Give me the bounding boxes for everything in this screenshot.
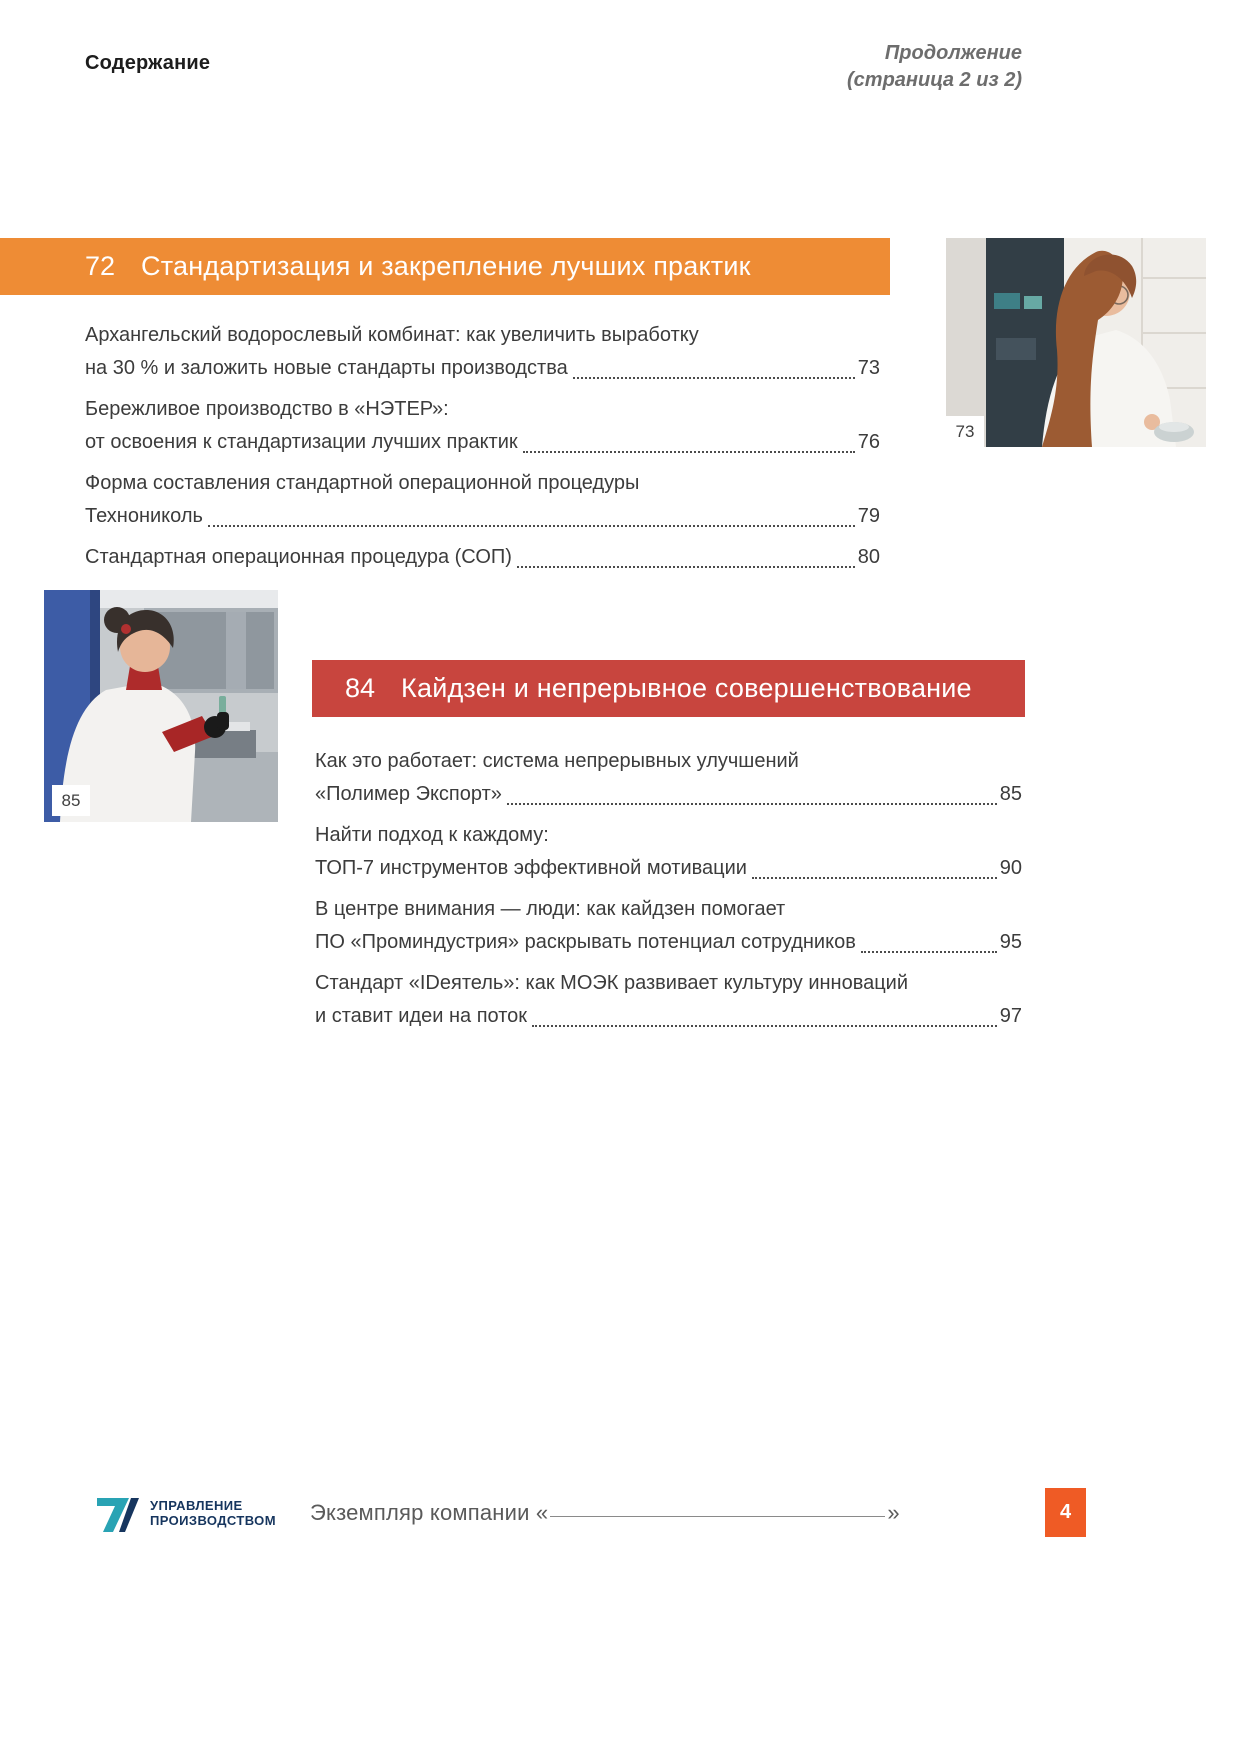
toc-entry-text[interactable]: «Полимер Экспорт»	[315, 783, 502, 805]
toc-page-number[interactable]: 76	[857, 431, 880, 453]
toc-entry-text[interactable]: ПО «Проминдустрия» раскрывать потенциал сотрудников	[315, 931, 856, 953]
publisher-logo	[95, 1492, 276, 1534]
toc-entry-text[interactable]: Бережливое производство в «НЭТЕР»:	[85, 398, 449, 420]
photo-page-badge: 73	[946, 416, 984, 447]
toc-entry-text[interactable]: Как это работает: система непрерывных улучшений	[315, 750, 799, 772]
section-banner-72[interactable]	[0, 238, 890, 295]
toc-entry[interactable]	[315, 745, 1022, 811]
toc-page-number[interactable]: 79	[857, 505, 880, 527]
toc-page-number[interactable]: 97	[999, 1005, 1022, 1027]
photo-lab-worker	[44, 590, 278, 822]
photo-lab-researcher-illustration	[946, 238, 1206, 447]
toc-entry-text[interactable]: на 30 % и заложить новые стандарты производства	[85, 357, 568, 379]
section-title: Стандартизация и закрепление лучших практик	[141, 251, 751, 281]
dotted-leader	[573, 377, 855, 379]
toc-page-number[interactable]: 95	[999, 931, 1022, 953]
section-title: Кайдзен и непрерывное совершенствование	[401, 673, 972, 703]
toc-entry-text[interactable]: Архангельский водорослевый комбинат: как увеличить выработку	[85, 324, 699, 346]
company-copy-line	[310, 1500, 900, 1526]
toc-page-number[interactable]: 85	[999, 783, 1022, 805]
toc-entry[interactable]	[315, 893, 1022, 959]
toc-entry-text[interactable]: Форма составления стандартной операционной процедуры	[85, 472, 640, 494]
toc-entry-text[interactable]: от освоения к стандартизации лучших практик	[85, 431, 518, 453]
toc-list-section-72	[85, 319, 880, 582]
toc-page-number[interactable]: 80	[857, 546, 880, 568]
section-number: 72	[85, 251, 116, 281]
company-copy-close: »	[887, 1500, 900, 1525]
toc-entry[interactable]	[85, 541, 880, 574]
toc-entry-text[interactable]: и ставит идеи на поток	[315, 1005, 528, 1027]
toc-list-section-84	[315, 745, 1022, 1041]
section-banner-84[interactable]	[312, 660, 1025, 717]
publisher-logo-icon	[95, 1492, 141, 1534]
continuation-note	[847, 40, 1022, 94]
dotted-leader	[517, 566, 855, 568]
publisher-logo-text: УПРАВЛЕНИЕ ПРОИЗВОДСТВОМ	[150, 1498, 276, 1528]
toc-entry-text[interactable]: Технониколь	[85, 505, 203, 527]
dotted-leader	[532, 1025, 997, 1027]
toc-entry[interactable]	[315, 819, 1022, 885]
toc-entry-text[interactable]: Стандарт «IDеятель»: как МОЭК развивает культуру инноваций	[315, 972, 909, 994]
photo-page-badge: 85	[52, 785, 90, 816]
toc-entry-text[interactable]: В центре внимания — люди: как кайдзен помогает	[315, 898, 786, 920]
section-number: 84	[345, 673, 376, 703]
toc-entry[interactable]	[85, 467, 880, 533]
dotted-leader	[523, 451, 855, 453]
dotted-leader	[208, 525, 855, 527]
page-number-box: 4	[1045, 1488, 1086, 1537]
company-copy-label: Экземпляр компании «	[310, 1500, 549, 1525]
dotted-leader	[861, 951, 997, 953]
toc-page-number[interactable]: 90	[999, 857, 1022, 879]
continuation-line1: Продолжение	[884, 42, 1022, 64]
toc-entry-text[interactable]: Найти подход к каждому:	[315, 824, 549, 846]
photo-lab-researcher	[946, 238, 1206, 447]
company-name-blank[interactable]	[550, 1516, 885, 1517]
toc-page-number[interactable]: 73	[857, 357, 880, 379]
toc-entry-text[interactable]: Стандартная операционная процедура (СОП)	[85, 546, 512, 568]
toc-entry[interactable]	[315, 967, 1022, 1033]
continuation-line2: (страница 2 из 2)	[847, 69, 1022, 91]
dotted-leader	[752, 877, 997, 879]
toc-entry[interactable]	[85, 393, 880, 459]
page-title: Содержание	[85, 52, 211, 74]
toc-entry-text[interactable]: ТОП-7 инструментов эффективной мотивации	[315, 857, 747, 879]
toc-entry[interactable]	[85, 319, 880, 385]
dotted-leader	[507, 803, 997, 805]
